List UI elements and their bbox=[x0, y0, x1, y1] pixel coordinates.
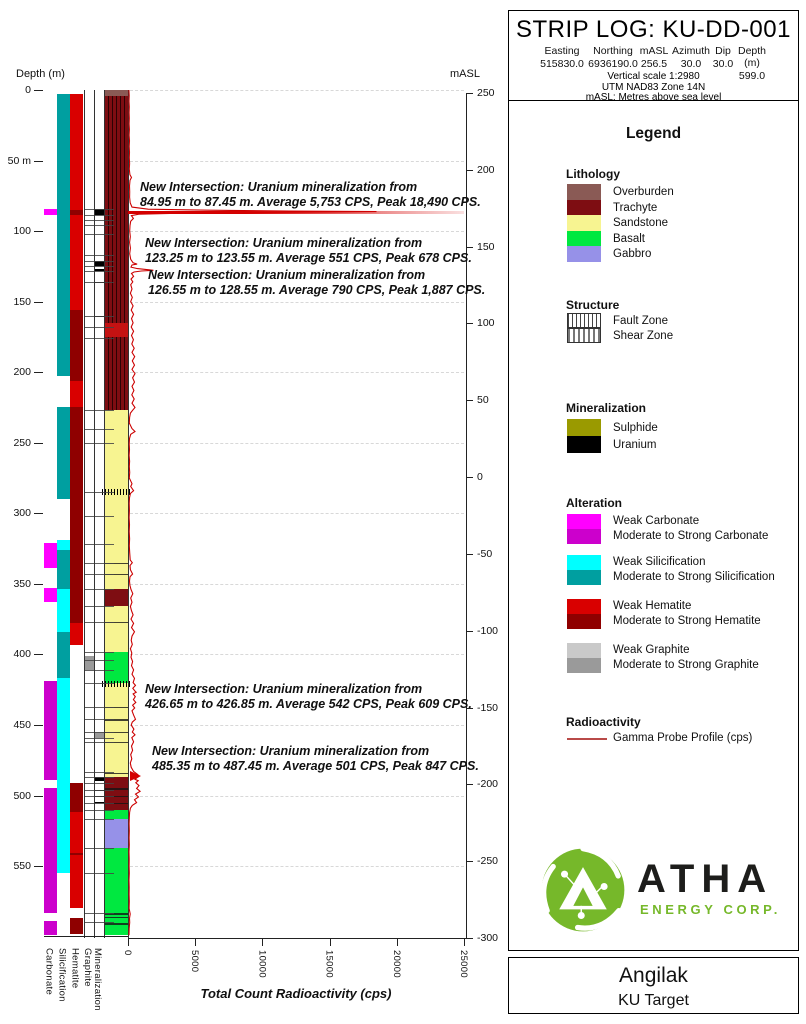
masl-tick bbox=[466, 170, 473, 171]
interval-boundary-line bbox=[84, 913, 114, 914]
masl-axis-line bbox=[466, 93, 467, 938]
target-name: KU Target bbox=[618, 992, 689, 1009]
legend-section-structure: Structure bbox=[566, 298, 620, 312]
interval-boundary-line bbox=[84, 316, 114, 317]
project-name: Angilak bbox=[619, 964, 688, 987]
alteration-swatch-weak bbox=[567, 599, 601, 614]
gamma-tick bbox=[128, 938, 129, 946]
silicification-interval bbox=[57, 540, 70, 550]
depth-tick bbox=[34, 90, 43, 91]
interval-boundary-line bbox=[84, 772, 114, 773]
depth-gridline bbox=[130, 90, 464, 91]
silicification-interval bbox=[57, 678, 70, 873]
field-label: Depth (m) bbox=[737, 45, 767, 69]
hematite-interval bbox=[70, 783, 83, 813]
depth-tick bbox=[34, 443, 43, 444]
interval-boundary-line bbox=[84, 783, 114, 784]
depth-tick bbox=[34, 513, 43, 514]
carbonate-interval bbox=[44, 209, 57, 215]
masl-tick bbox=[466, 938, 473, 939]
track-border bbox=[128, 90, 129, 938]
depth-tick-label: 200 bbox=[13, 366, 31, 379]
field-label: Easting bbox=[544, 45, 580, 57]
lithology-swatch bbox=[567, 200, 601, 216]
annotation-leader-line bbox=[128, 211, 464, 214]
interval-boundary-line bbox=[84, 873, 114, 874]
header-note: mASL: Metres above sea level bbox=[585, 92, 722, 103]
intersection-annotation bbox=[140, 180, 481, 209]
depth-gridline bbox=[130, 443, 464, 444]
intersection-annotation bbox=[145, 236, 472, 265]
legend-title: Legend bbox=[625, 125, 682, 142]
interval-boundary-line bbox=[84, 266, 114, 267]
lithology-interval-basalt bbox=[104, 810, 128, 820]
alteration-strong-label: Moderate to Strong Carbonate bbox=[613, 530, 769, 542]
depth-gridline bbox=[130, 231, 464, 232]
gamma-tick bbox=[262, 938, 263, 946]
interval-boundary-line bbox=[84, 327, 114, 328]
shear-zone-label: Shear Zone bbox=[613, 330, 674, 342]
carbonate-interval bbox=[44, 921, 57, 935]
annotation-line: 123.25 m to 123.55 m. Average 551 CPS, Peak 678 CPS. bbox=[145, 250, 472, 265]
interval-boundary-line bbox=[84, 589, 114, 590]
interval-boundary-line bbox=[84, 492, 114, 493]
alteration-swatch-weak bbox=[567, 643, 601, 658]
interval-boundary-line bbox=[84, 209, 114, 210]
interval-boundary-line bbox=[84, 922, 114, 923]
interval-boundary-line bbox=[84, 796, 114, 797]
gamma-tick bbox=[195, 938, 196, 946]
shear-zone-swatch bbox=[567, 328, 601, 343]
depth-tick-label: 350 bbox=[13, 577, 31, 590]
alteration-strong-label: Moderate to Strong Silicification bbox=[613, 571, 775, 583]
log-title: STRIP LOG: KU-DD-001 bbox=[516, 16, 791, 43]
interval-boundary-line bbox=[84, 215, 114, 216]
silicification-interval bbox=[57, 589, 70, 631]
interval-boundary-line bbox=[84, 803, 114, 804]
depth-tick bbox=[34, 584, 43, 585]
alteration-swatch-strong bbox=[567, 658, 601, 673]
depth-gridline bbox=[130, 654, 464, 655]
depth-axis-title: Depth (m) bbox=[16, 68, 65, 80]
track-label-carbonate: Carbonate bbox=[43, 948, 55, 996]
interval-boundary-line bbox=[84, 742, 114, 743]
silicification-interval bbox=[57, 94, 70, 376]
header-note: UTM NAD83 Zone 14N bbox=[601, 81, 706, 93]
interval-boundary-line bbox=[84, 810, 114, 811]
depth-tick-label: 0 bbox=[25, 84, 31, 96]
gamma-tick-label: 15000 bbox=[323, 950, 335, 978]
carbonate-interval bbox=[44, 588, 57, 602]
masl-tick-label: -150 bbox=[477, 701, 499, 714]
interval-boundary-line bbox=[84, 516, 114, 517]
alteration-weak-label: Weak Silicification bbox=[613, 556, 706, 568]
gamma-line-label: Gamma Probe Profile (cps) bbox=[613, 732, 753, 744]
gamma-tick bbox=[397, 938, 398, 946]
header-note: Vertical scale 1:2980 bbox=[607, 71, 700, 82]
silicification-interval bbox=[57, 550, 70, 590]
hematite-interval bbox=[70, 215, 83, 310]
masl-tick bbox=[466, 477, 473, 478]
interval-boundary-line bbox=[84, 282, 114, 283]
track-border bbox=[104, 90, 105, 938]
field-label: Azimuth bbox=[672, 45, 710, 57]
legend-section-lithology: Lithology bbox=[566, 167, 620, 181]
lithology-contact-line bbox=[104, 917, 128, 918]
masl-tick bbox=[466, 631, 473, 632]
interval-boundary-line bbox=[84, 225, 114, 226]
annotation-line: 126.55 m to 128.55 m. Average 790 CPS, Peak 1,887 CPS. bbox=[148, 282, 486, 297]
legend-section-radioactivity: Radioactivity bbox=[566, 715, 641, 729]
masl-tick bbox=[466, 323, 473, 324]
lithology-contact-line bbox=[104, 773, 128, 774]
lithology-swatch bbox=[567, 246, 601, 262]
masl-tick bbox=[466, 861, 473, 862]
annotation-line: New Intersection: Uranium mineralization from bbox=[145, 682, 423, 696]
interval-boundary-line bbox=[84, 719, 114, 720]
alteration-swatch-weak bbox=[567, 514, 601, 529]
interval-boundary-line bbox=[84, 777, 114, 778]
interval-boundary-line bbox=[84, 429, 114, 430]
hematite-interval bbox=[70, 407, 83, 623]
annotation-line: New Intersection: Uranium mineralization from bbox=[140, 180, 418, 194]
masl-tick-label: -200 bbox=[477, 778, 499, 791]
annotation-line: 426.65 m to 426.85 m. Average 542 CPS, Peak 609 CPS. bbox=[145, 696, 472, 711]
field-value: 6936190.0 bbox=[588, 58, 638, 70]
depth-gridline bbox=[130, 866, 464, 867]
legend-section-alteration: Alteration bbox=[566, 496, 623, 510]
depth-tick bbox=[34, 372, 43, 373]
masl-tick-label: -300 bbox=[477, 931, 499, 944]
lithology-swatch-label: Sandstone bbox=[613, 217, 668, 229]
hematite-interval bbox=[70, 855, 83, 909]
logo-brand-text: ATHA bbox=[637, 857, 774, 901]
hematite-interval bbox=[70, 310, 83, 381]
lithology-interval-basalt bbox=[104, 652, 128, 683]
depth-tick bbox=[34, 302, 43, 303]
lithology-swatch-label: Trachyte bbox=[613, 201, 658, 214]
annotation-line: New Intersection: Uranium mineralization from bbox=[152, 744, 430, 758]
interval-boundary-line bbox=[84, 707, 114, 708]
depth-gridline bbox=[130, 796, 464, 797]
mineralization-swatch-label: Sulphide bbox=[613, 422, 658, 434]
field-label: Northing bbox=[593, 45, 633, 57]
header-divider bbox=[509, 100, 798, 101]
field-value: 515830.0 bbox=[540, 58, 584, 70]
silicification-interval bbox=[57, 632, 70, 679]
gamma-axis-title: Total Count Radioactivity (cps) bbox=[200, 986, 392, 1001]
interval-boundary-line bbox=[84, 652, 114, 653]
track-label-silicification: Silicification bbox=[56, 948, 68, 1002]
gamma-axis-line bbox=[128, 938, 466, 939]
depth-tick bbox=[34, 866, 43, 867]
depth-tick-label: 500 bbox=[13, 789, 31, 802]
gamma-tick-label: 25000 bbox=[458, 950, 469, 978]
mineralization-swatch-label: Uranium bbox=[613, 439, 657, 451]
masl-tick-label: 50 bbox=[477, 394, 489, 407]
alteration-strong-label: Moderate to Strong Hematite bbox=[613, 615, 761, 627]
annotation-arrow bbox=[130, 771, 141, 781]
intersection-annotation bbox=[152, 744, 479, 773]
silicification-interval bbox=[57, 407, 70, 499]
depth-tick bbox=[34, 231, 43, 232]
intersection-annotation bbox=[145, 682, 472, 711]
interval-boundary-line bbox=[84, 790, 114, 791]
depth-tick-label: 400 bbox=[13, 648, 31, 661]
mineralization-swatch bbox=[567, 436, 601, 453]
fault-zone-swatch bbox=[567, 313, 601, 328]
track-label-hematite: Hematite bbox=[69, 948, 81, 989]
lithology-swatch-label: Basalt bbox=[613, 232, 645, 245]
interval-boundary-line bbox=[84, 563, 114, 564]
annotation-line: 84.95 m to 87.45 m. Average 5,753 CPS, Peak 18,490 CPS. bbox=[140, 194, 481, 209]
depth-gridline bbox=[130, 302, 464, 303]
interval-boundary-line bbox=[84, 819, 114, 820]
logo-sub-text: ENERGY CORP. bbox=[640, 902, 781, 917]
collar-field-northing bbox=[588, 45, 638, 70]
atha-logo-icon bbox=[539, 846, 627, 934]
track-border bbox=[84, 90, 85, 938]
track-label-graphite: Graphite bbox=[82, 948, 93, 987]
masl-tick-label: -50 bbox=[477, 547, 493, 560]
fault-zone-overlay bbox=[104, 337, 128, 410]
field-value: 599.0 bbox=[738, 70, 766, 82]
hematite-interval bbox=[70, 918, 83, 934]
masl-axis-title: mASL bbox=[450, 68, 480, 80]
carbonate-interval bbox=[44, 681, 57, 780]
depth-tick-label: 300 bbox=[13, 507, 31, 520]
masl-tick-label: 100 bbox=[477, 317, 495, 330]
field-value: 30.0 bbox=[680, 58, 702, 70]
interval-boundary-line bbox=[84, 660, 114, 661]
depth-gridline bbox=[130, 161, 464, 162]
legend-section-mineralization: Mineralization bbox=[566, 401, 647, 415]
field-value: 256.5 bbox=[640, 58, 668, 70]
interval-boundary-line bbox=[84, 443, 114, 444]
lithology-interval-sandstone bbox=[104, 606, 128, 651]
interval-boundary-line bbox=[84, 255, 114, 256]
depth-tick bbox=[34, 796, 43, 797]
depth-tick bbox=[34, 161, 43, 162]
interval-boundary-line bbox=[84, 271, 114, 272]
field-value: 30.0 bbox=[712, 58, 734, 70]
depth-tick-label: 150 bbox=[13, 295, 31, 308]
masl-tick bbox=[466, 554, 473, 555]
interval-boundary-line bbox=[84, 574, 114, 575]
alteration-weak-label: Weak Hematite bbox=[613, 600, 692, 612]
annotation-line: 485.35 m to 487.45 m. Average 501 CPS, Peak 847 CPS. bbox=[152, 758, 479, 773]
info-panel bbox=[508, 10, 799, 951]
depth-gridline bbox=[130, 372, 464, 373]
interval-boundary-line bbox=[84, 622, 114, 623]
depth-tick-label: 50 m bbox=[7, 154, 31, 167]
interval-boundary-line bbox=[84, 606, 114, 607]
annotation-line: New Intersection: Uranium mineralization from bbox=[148, 268, 426, 282]
interval-boundary-line bbox=[84, 683, 114, 684]
alteration-swatch-strong bbox=[567, 570, 601, 585]
masl-tick bbox=[466, 784, 473, 785]
masl-tick-label: 200 bbox=[477, 163, 495, 176]
hematite-interval bbox=[70, 812, 83, 852]
interval-boundary-line bbox=[84, 848, 114, 849]
gamma-tick bbox=[330, 938, 331, 946]
depth-tick bbox=[34, 654, 43, 655]
interval-boundary-line bbox=[84, 338, 114, 339]
collar-field-azimuth bbox=[672, 45, 710, 70]
lithology-interval-sandstone bbox=[104, 683, 128, 778]
interval-boundary-line bbox=[84, 544, 114, 545]
depth-tick-label: 550 bbox=[13, 860, 31, 873]
interval-boundary-line bbox=[84, 410, 114, 411]
alteration-weak-label: Weak Graphite bbox=[613, 644, 690, 656]
track-label-mineralization: Mineralization bbox=[92, 948, 103, 1011]
fault-zone-label: Fault Zone bbox=[613, 315, 668, 327]
interval-boundary-line bbox=[84, 670, 114, 671]
gamma-tick-label: 5000 bbox=[189, 950, 201, 973]
masl-tick-label: 0 bbox=[477, 471, 483, 484]
project-box bbox=[508, 957, 799, 1014]
depth-gridline bbox=[130, 513, 464, 514]
interval-boundary-line bbox=[84, 234, 114, 235]
lithology-interval-gabbro bbox=[104, 819, 128, 847]
masl-tick-label: 150 bbox=[477, 240, 495, 253]
gamma-tick-label: 10000 bbox=[256, 950, 268, 978]
gamma-line-swatch bbox=[567, 738, 607, 740]
alteration-strong-label: Moderate to Strong Graphite bbox=[613, 659, 759, 671]
interval-boundary-line bbox=[84, 220, 114, 221]
lithology-swatch-label: Gabbro bbox=[613, 248, 652, 260]
collar-field-easting bbox=[540, 45, 584, 70]
alteration-swatch-weak bbox=[567, 555, 601, 570]
hematite-interval bbox=[70, 94, 83, 210]
depth-gridline bbox=[130, 725, 464, 726]
interval-boundary-line bbox=[84, 732, 114, 733]
depth-tick-label: 450 bbox=[13, 718, 31, 731]
graphite-interval bbox=[84, 656, 94, 670]
lithology-swatch bbox=[567, 231, 601, 247]
interval-boundary-line bbox=[84, 261, 114, 262]
collar-field-masl bbox=[640, 45, 669, 70]
gamma-tick-label: 0 bbox=[122, 950, 133, 956]
lithology-swatch bbox=[567, 215, 601, 231]
interval-boundary-line bbox=[84, 738, 114, 739]
lithology-swatch-label: Overburden bbox=[613, 186, 674, 198]
track-border bbox=[94, 90, 95, 938]
lithology-interval-trachyte bbox=[104, 589, 128, 606]
alteration-swatch-strong bbox=[567, 614, 601, 629]
depth-gridline bbox=[130, 584, 464, 585]
carbonate-interval bbox=[44, 788, 57, 912]
masl-tick-label: -250 bbox=[477, 855, 499, 868]
gamma-tick-label: 20000 bbox=[390, 950, 402, 978]
lithology-swatch bbox=[567, 184, 601, 200]
masl-tick bbox=[466, 400, 473, 401]
lithology-interval-trachyte-hematized- bbox=[104, 323, 128, 337]
masl-tick-label: -100 bbox=[477, 624, 499, 637]
masl-tick bbox=[466, 93, 473, 94]
field-label: mASL bbox=[639, 45, 669, 57]
hematite-interval bbox=[70, 623, 83, 644]
depth-tick-label: 100 bbox=[13, 225, 31, 238]
carbonate-interval bbox=[44, 543, 57, 568]
hematite-interval bbox=[70, 381, 83, 408]
depth-tick-label: 250 bbox=[13, 436, 31, 449]
mineralization-swatch bbox=[567, 419, 601, 436]
field-label: Dip bbox=[715, 45, 731, 57]
alteration-swatch-strong bbox=[567, 529, 601, 544]
depth-tick bbox=[34, 725, 43, 726]
masl-tick-label: 250 bbox=[477, 87, 495, 99]
intersection-annotation bbox=[148, 268, 485, 297]
tracks-baseline bbox=[44, 936, 128, 937]
annotation-line: New Intersection: Uranium mineralization from bbox=[145, 236, 423, 250]
gamma-tick bbox=[464, 938, 465, 946]
alteration-weak-label: Weak Carbonate bbox=[613, 515, 700, 527]
